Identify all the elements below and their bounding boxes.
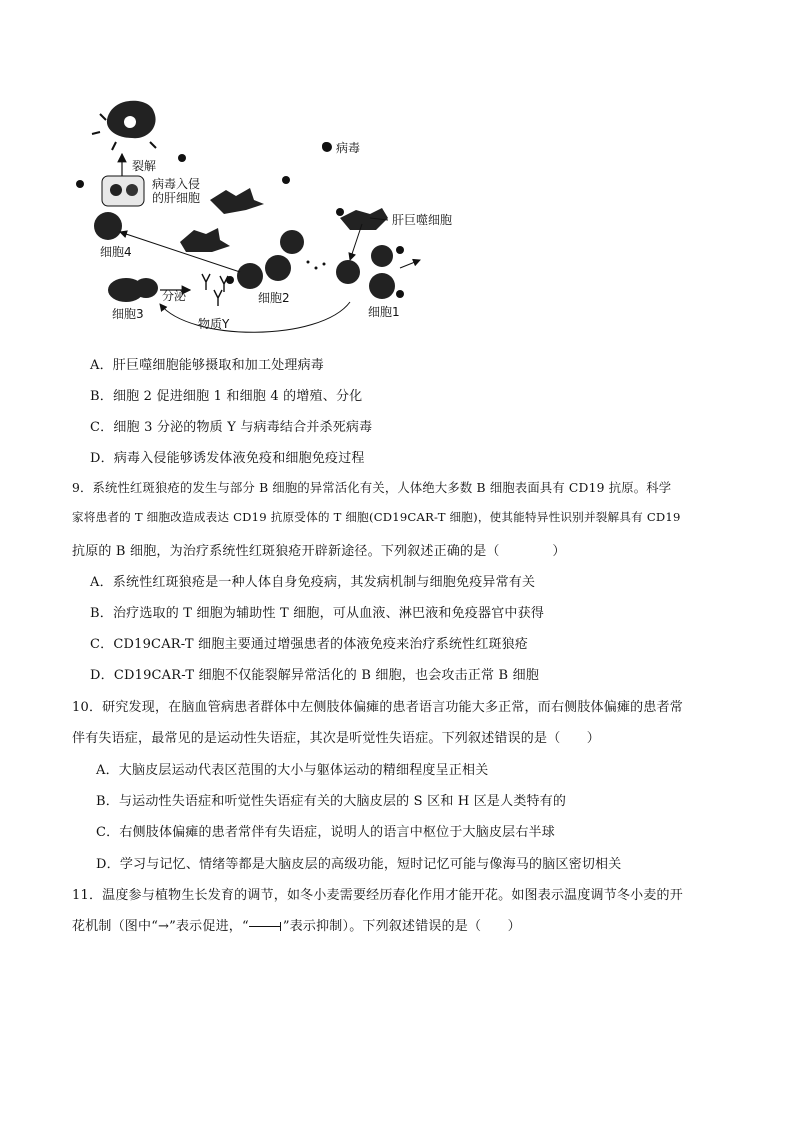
label-lysis: 裂解 xyxy=(132,159,157,173)
q10-option-a: A．大脑皮层运动代表区范围的大小与躯体运动的精细程度呈正相关 xyxy=(96,763,489,778)
q9-option-b: B．治疗选取的 T 细胞为辅助性 T 细胞，可从血液、淋巴液和免疫器官中获得 xyxy=(90,606,545,621)
label-cell2: 细胞2 xyxy=(258,291,290,305)
label-cell4: 细胞4 xyxy=(100,245,132,259)
label-cell3: 细胞3 xyxy=(112,307,144,321)
inhibit-symbol-icon xyxy=(249,922,283,931)
virus-legend-icon xyxy=(322,142,332,152)
lysed-cell-icon xyxy=(92,101,156,150)
q10-option-d: D．学习与记忆、情绪等都是大脑皮层的高级功能，短时记忆可能与像海马的脑区密切相关 xyxy=(96,857,622,872)
immune-diagram xyxy=(70,92,490,342)
q8-option-a: A．肝巨噬细胞能够摄取和加工处理病毒 xyxy=(90,358,324,373)
q9-option-a: A．系统性红斑狼疮是一种人体自身免疫病，其发病机制与细胞免疫异常有关 xyxy=(90,575,536,590)
label-virus: 病毒 xyxy=(336,141,361,155)
label-cell1: 细胞1 xyxy=(368,305,400,319)
label-substance-y: 物质Y xyxy=(198,317,230,331)
label-infected-cell-1: 病毒入侵 xyxy=(152,177,201,191)
q10-option-c: C．右侧肢体偏瘫的患者常伴有失语症，说明人的语言中枢位于大脑皮层右半球 xyxy=(96,825,555,840)
infected-liver-cell-icon xyxy=(102,176,144,206)
q8-option-b: B．细胞 2 促进细胞 1 和细胞 4 的增殖、分化 xyxy=(90,389,363,404)
q11-stem-2b: ”表示抑制）。下列叙述错误的是（ ） xyxy=(282,919,521,934)
antibody-icons xyxy=(202,274,228,306)
q10-stem-2: 伴有失语症，最常见的是运动性失语症，其次是听觉性失语症。下列叙述错误的是（ ） xyxy=(72,731,601,746)
q9-stem-2: 家将患者的 T 细胞改造成表达 CD19 抗原受体的 T 细胞(CD19CAR-T 细胞)，使其能特异性识别并裂解具有 CD19 xyxy=(72,510,681,524)
label-infected-cell-2: 的肝细胞 xyxy=(152,191,201,205)
dots xyxy=(307,261,326,270)
q8-option-d: D．病毒入侵能够诱发体液免疫和细胞免疫过程 xyxy=(90,451,365,466)
label-kupffer: 肝巨噬细胞 xyxy=(392,213,453,227)
cell1-icon xyxy=(336,245,395,299)
label-secrete: 分泌 xyxy=(162,289,187,303)
cell3-icon xyxy=(108,278,158,302)
macrophage-icon-2 xyxy=(180,228,230,252)
q11-stem-2a: 花机制（图中“→”表示促进，“ xyxy=(72,919,249,934)
q10-option-b: B．与运动性失语症和听觉性失语症有关的大脑皮层的 S 区和 H 区是人类特有的 xyxy=(96,794,567,809)
immune-diagram-svg xyxy=(70,92,490,342)
q9-stem-3: 抗原的 B 细胞，为治疗系统性红斑狼疮开辟新途径。下列叙述正确的是（ ） xyxy=(72,544,566,559)
q11-stem-1: 11．温度参与植物生长发育的调节，如冬小麦需要经历春化作用才能开花。如图表示温度调节冬小麦的开 xyxy=(72,888,683,903)
cell4-icon xyxy=(94,212,122,240)
q9-option-c: C．CD19CAR-T 细胞主要通过增强患者的体液免疫来治疗系统性红斑狼疮 xyxy=(90,637,529,652)
q9-stem-1: 9．系统性红斑狼疮的发生与部分 B 细胞的异常活化有关，人体绝大多数 B 细胞表面具有 CD19 抗原。科学 xyxy=(72,481,672,495)
macrophage-icon-1 xyxy=(210,188,264,214)
q11-stem-2 xyxy=(72,915,521,934)
q10-stem-1: 10．研究发现，在脑血管病患者群体中左侧肢体偏瘫的患者语言功能大多正常，而右侧肢体偏瘫的患者常 xyxy=(72,700,683,715)
cell2-icon xyxy=(237,230,304,289)
q9-option-d: D．CD19CAR-T 细胞不仅能裂解异常活化的 B 细胞，也会攻击正常 B 细胞 xyxy=(90,668,540,683)
q8-option-c: C．细胞 3 分泌的物质 Y 与病毒结合并杀死病毒 xyxy=(90,420,373,435)
